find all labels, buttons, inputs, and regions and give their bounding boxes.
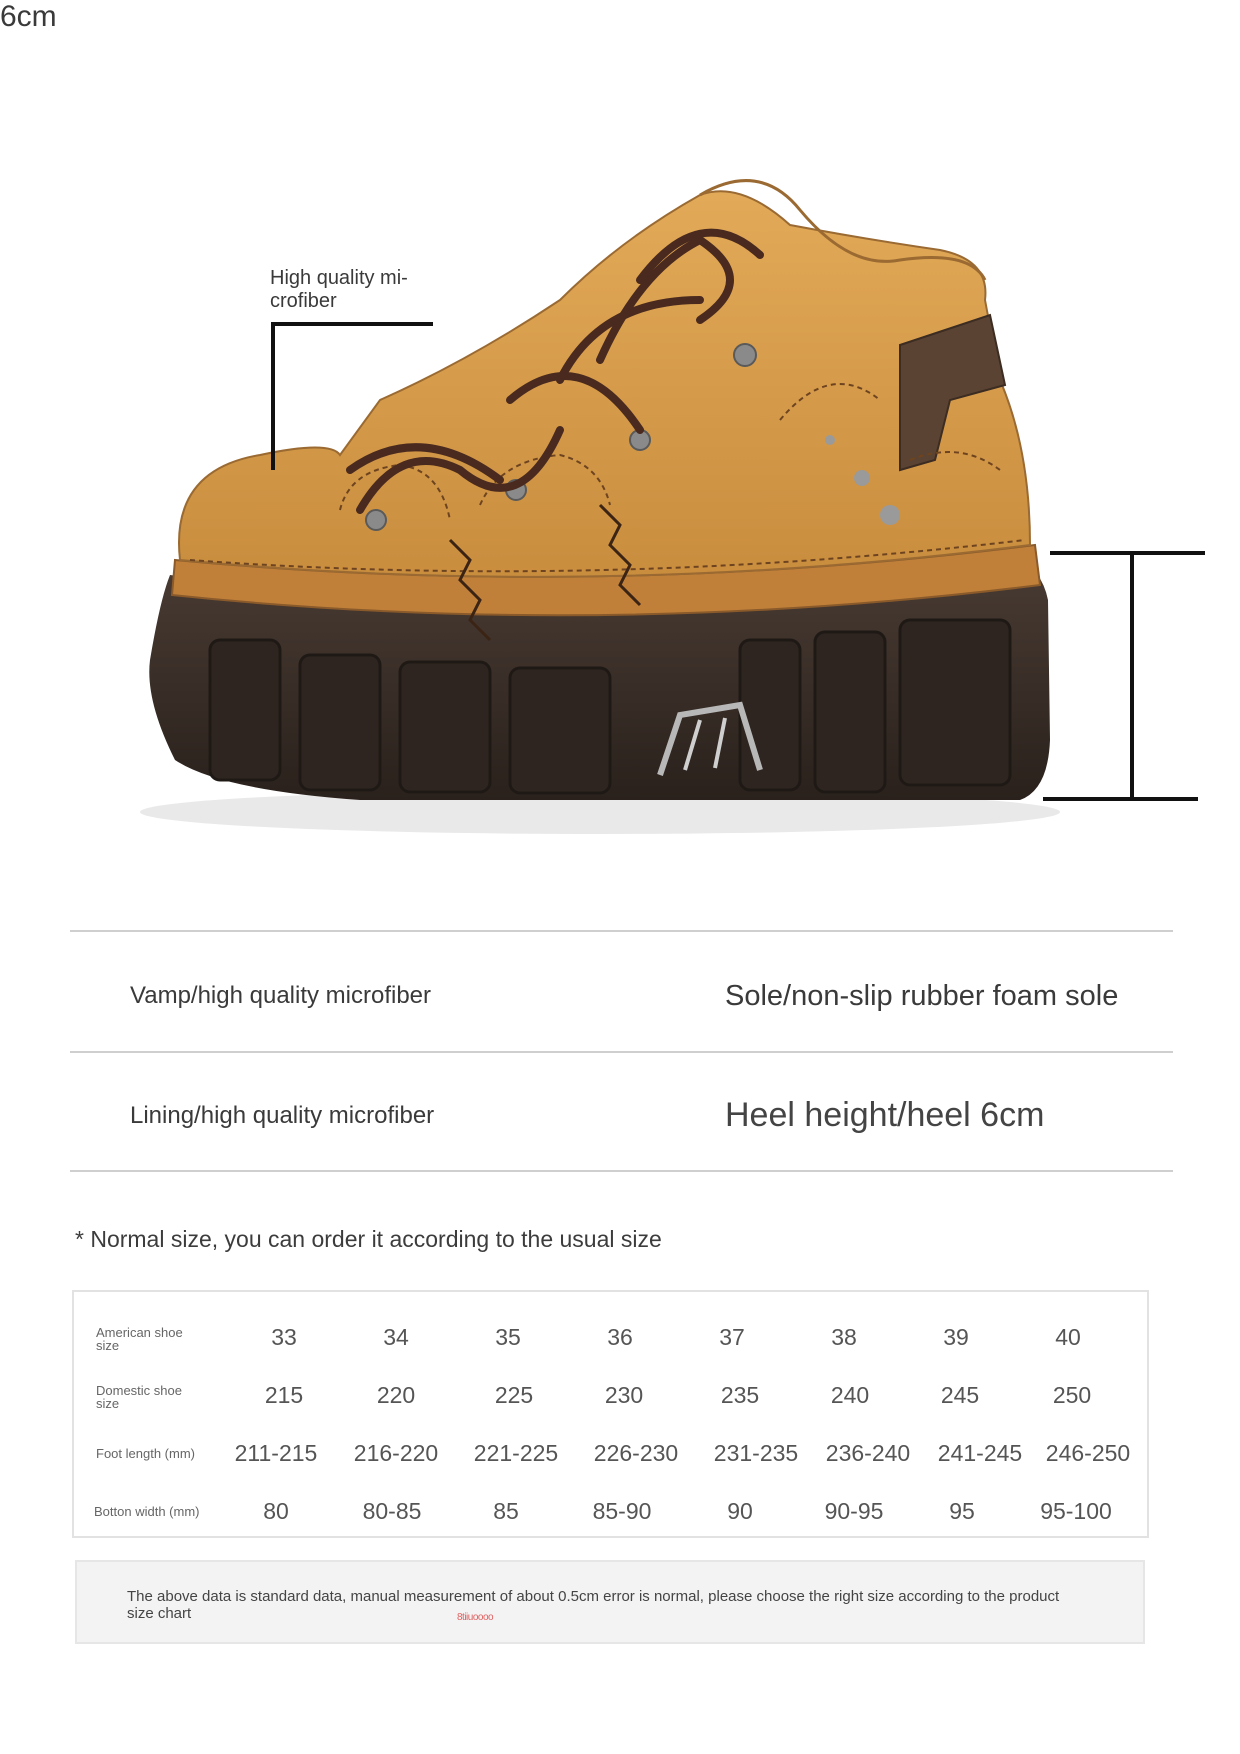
table-cell: 226-230 <box>593 1440 679 1466</box>
callout-material-line-h <box>271 322 433 326</box>
callout-material-label: High quality mi-crofiber <box>270 267 408 312</box>
table-cell: 40 <box>1055 1324 1081 1350</box>
height-bracket-stem <box>1130 553 1134 798</box>
row-label: American shoe size <box>96 1325 183 1353</box>
table-row-american-size <box>74 1312 1147 1370</box>
table-cell: 221-225 <box>473 1440 559 1466</box>
info-lining: Lining/high quality microfiber <box>130 1102 435 1129</box>
table-cell: 235 <box>720 1382 760 1408</box>
table-cell: 240 <box>830 1382 870 1408</box>
table-cell: 36 <box>607 1324 633 1350</box>
table-cell: 215 <box>264 1382 304 1408</box>
divider <box>70 1051 1173 1053</box>
table-cell: 245 <box>940 1382 980 1408</box>
table-cell: 231-235 <box>713 1440 799 1466</box>
height-bracket-bottom <box>1043 797 1198 801</box>
table-cell: 216-220 <box>353 1440 439 1466</box>
table-cell: 85-90 <box>592 1498 652 1524</box>
table-row-foot-length <box>74 1428 1147 1486</box>
callout-material-line-v <box>271 322 275 470</box>
table-cell: 33 <box>271 1324 297 1350</box>
table-cell: 34 <box>383 1324 409 1350</box>
table-cell: 95 <box>949 1498 975 1524</box>
row-label: Botton width (mm) <box>94 1504 200 1519</box>
table-cell: 37 <box>719 1324 745 1350</box>
table-cell: 95-100 <box>1040 1498 1112 1524</box>
info-heel-height: Heel height/heel 6cm <box>725 1096 1045 1134</box>
disclaimer-box <box>75 1560 1145 1644</box>
disclaimer-text: The above data is standard data, manual measurement of about 0.5cm error is normal, please choose the right size according to the product size chart <box>127 1588 1060 1622</box>
watermark-text: 8tiiuoooo <box>457 1612 494 1623</box>
size-table <box>72 1290 1149 1538</box>
table-cell: 220 <box>376 1382 416 1408</box>
table-cell: 90-95 <box>824 1498 884 1524</box>
table-cell: 230 <box>604 1382 644 1408</box>
eyelet <box>366 510 386 530</box>
table-row-domestic-size <box>74 1370 1147 1428</box>
divider <box>70 1170 1173 1172</box>
info-vamp: Vamp/high quality microfiber <box>130 982 432 1009</box>
table-cell: 38 <box>831 1324 857 1350</box>
table-cell: 39 <box>943 1324 969 1350</box>
divider <box>70 930 1173 932</box>
table-cell: 80-85 <box>362 1498 422 1524</box>
row-label: Foot length (mm) <box>96 1446 195 1461</box>
table-cell: 80 <box>263 1498 289 1524</box>
table-cell: 236-240 <box>825 1440 911 1466</box>
table-cell: 250 <box>1052 1382 1092 1408</box>
table-cell: 241-245 <box>937 1440 1023 1466</box>
callout-heel-height-label: 6cm <box>0 0 57 33</box>
size-note: * Normal size, you can order it according to the usual size <box>75 1226 662 1252</box>
table-cell: 246-250 <box>1045 1440 1131 1466</box>
table-cell: 85 <box>493 1498 519 1524</box>
table-cell: 225 <box>494 1382 534 1408</box>
height-bracket-top <box>1050 551 1205 555</box>
info-sole: Sole/non-slip rubber foam sole <box>725 980 1119 1012</box>
eyelet <box>734 344 756 366</box>
table-cell: 90 <box>727 1498 753 1524</box>
row-label: Domestic shoe size <box>96 1383 182 1411</box>
table-cell: 35 <box>495 1324 521 1350</box>
table-row-bottom-width <box>74 1486 1147 1544</box>
table-cell: 211-215 <box>234 1440 318 1466</box>
